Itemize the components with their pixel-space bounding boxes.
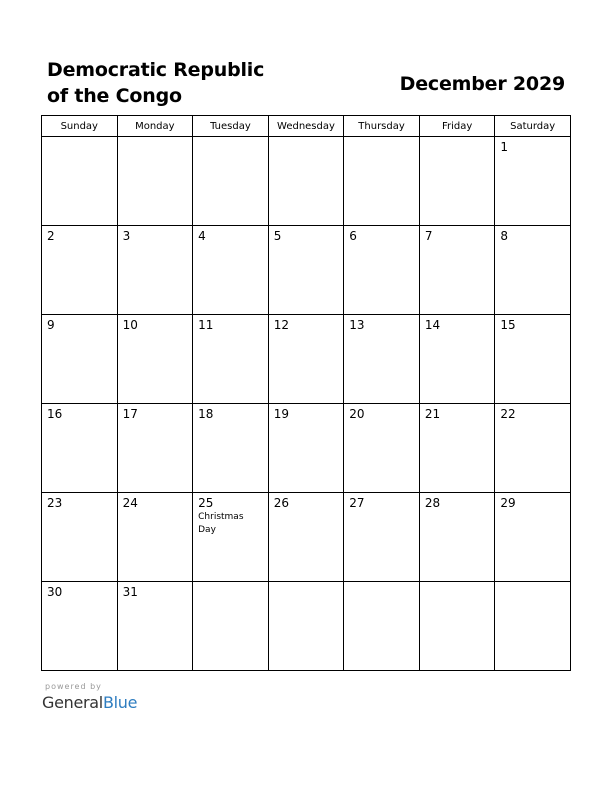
day-cell [193, 226, 269, 315]
day-number: 5 [273, 229, 282, 243]
day-number: 28 [424, 496, 441, 510]
day-number: 17 [122, 407, 138, 421]
day-cell [344, 315, 420, 404]
day-cell [117, 315, 193, 404]
day-number: 15 [500, 318, 516, 332]
day-number: 30 [47, 585, 63, 599]
day-cell [117, 226, 193, 315]
day-cell [419, 404, 495, 493]
day-number: 11 [198, 318, 214, 332]
day-number: 16 [47, 407, 63, 421]
brand-blue: Blue [102, 693, 138, 712]
weekday-tuesday: Tuesday [193, 116, 269, 137]
day-number: 8 [500, 229, 509, 243]
day-number: 4 [198, 229, 206, 243]
day-cell [268, 493, 344, 582]
weekday-friday: Friday [419, 116, 495, 137]
day-number: 10 [122, 318, 138, 332]
day-cell [268, 315, 344, 404]
weekday-header-row [42, 116, 571, 137]
day-number: 31 [122, 585, 138, 599]
calendar-grid [41, 115, 571, 671]
day-cell [42, 404, 118, 493]
day-number: 12 [273, 318, 289, 332]
day-cell [495, 137, 571, 226]
day-number: 22 [500, 407, 516, 421]
day-number: 6 [349, 229, 357, 243]
weekday-thursday: Thursday [344, 116, 420, 137]
day-number: 27 [349, 496, 365, 510]
day-cell [344, 226, 420, 315]
day-cell [117, 404, 193, 493]
day-number [344, 582, 419, 585]
day-number [420, 137, 495, 140]
day-cell [344, 493, 420, 582]
day-number [269, 137, 344, 140]
day-number: 21 [424, 407, 441, 421]
day-cell [193, 493, 269, 582]
day-cell [193, 137, 269, 226]
day-number: 13 [349, 318, 365, 332]
day-cell [419, 493, 495, 582]
day-cell [268, 137, 344, 226]
day-number: 9 [47, 318, 55, 332]
day-cell [419, 582, 495, 671]
day-number: 19 [273, 407, 289, 421]
day-cell [117, 582, 193, 671]
day-cell [268, 404, 344, 493]
day-number: 25 [198, 496, 214, 510]
weekday-monday: Monday [117, 116, 193, 137]
day-cell [42, 315, 118, 404]
day-number [495, 582, 570, 585]
day-cell [419, 137, 495, 226]
day-cell [193, 315, 269, 404]
day-cell [495, 493, 571, 582]
week-row [42, 493, 571, 582]
day-cell [42, 493, 118, 582]
day-cell [495, 315, 571, 404]
week-row [42, 137, 571, 226]
generalblue-logo[interactable] [42, 693, 137, 712]
day-number: 26 [273, 496, 289, 510]
day-number: 7 [424, 229, 433, 243]
day-number: 29 [500, 496, 516, 510]
day-number: 3 [122, 229, 131, 243]
day-number [42, 137, 117, 140]
day-cell [495, 404, 571, 493]
day-number: 2 [47, 229, 55, 243]
day-number [344, 137, 419, 140]
country-title [47, 57, 307, 109]
month-year-title: December 2029 [399, 73, 565, 95]
weekday-wednesday: Wednesday [268, 116, 344, 137]
day-cell [42, 226, 118, 315]
day-cell [42, 582, 118, 671]
day-cell [193, 582, 269, 671]
day-number: 24 [122, 496, 138, 510]
country-title-line1: Democratic Republic [47, 59, 265, 81]
day-number [118, 137, 193, 140]
day-number: 20 [349, 407, 365, 421]
day-number [193, 137, 268, 140]
day-cell [419, 226, 495, 315]
day-cell [42, 137, 118, 226]
week-row [42, 226, 571, 315]
brand-general: General [42, 693, 103, 712]
day-number: 23 [47, 496, 63, 510]
country-title-line2: of the Congo [47, 85, 182, 107]
day-number [269, 582, 344, 585]
day-number: 14 [424, 318, 441, 332]
day-number [193, 582, 268, 585]
powered-by-text: powered by [45, 682, 102, 691]
day-cell [117, 137, 193, 226]
week-row [42, 582, 571, 671]
day-number: 1 [500, 140, 509, 154]
day-cell [344, 404, 420, 493]
day-cell [495, 226, 571, 315]
day-cell [344, 137, 420, 226]
week-row [42, 315, 571, 404]
week-row [42, 404, 571, 493]
day-number [420, 582, 495, 585]
day-cell [419, 315, 495, 404]
day-cell [344, 582, 420, 671]
day-number: 18 [198, 407, 214, 421]
weekday-saturday: Saturday [495, 116, 571, 137]
day-cell [268, 582, 344, 671]
day-cell [117, 493, 193, 582]
day-cell [193, 404, 269, 493]
day-cell [268, 226, 344, 315]
weekday-sunday: Sunday [42, 116, 118, 137]
day-cell [495, 582, 571, 671]
holiday-label: Christmas Day [198, 512, 244, 535]
